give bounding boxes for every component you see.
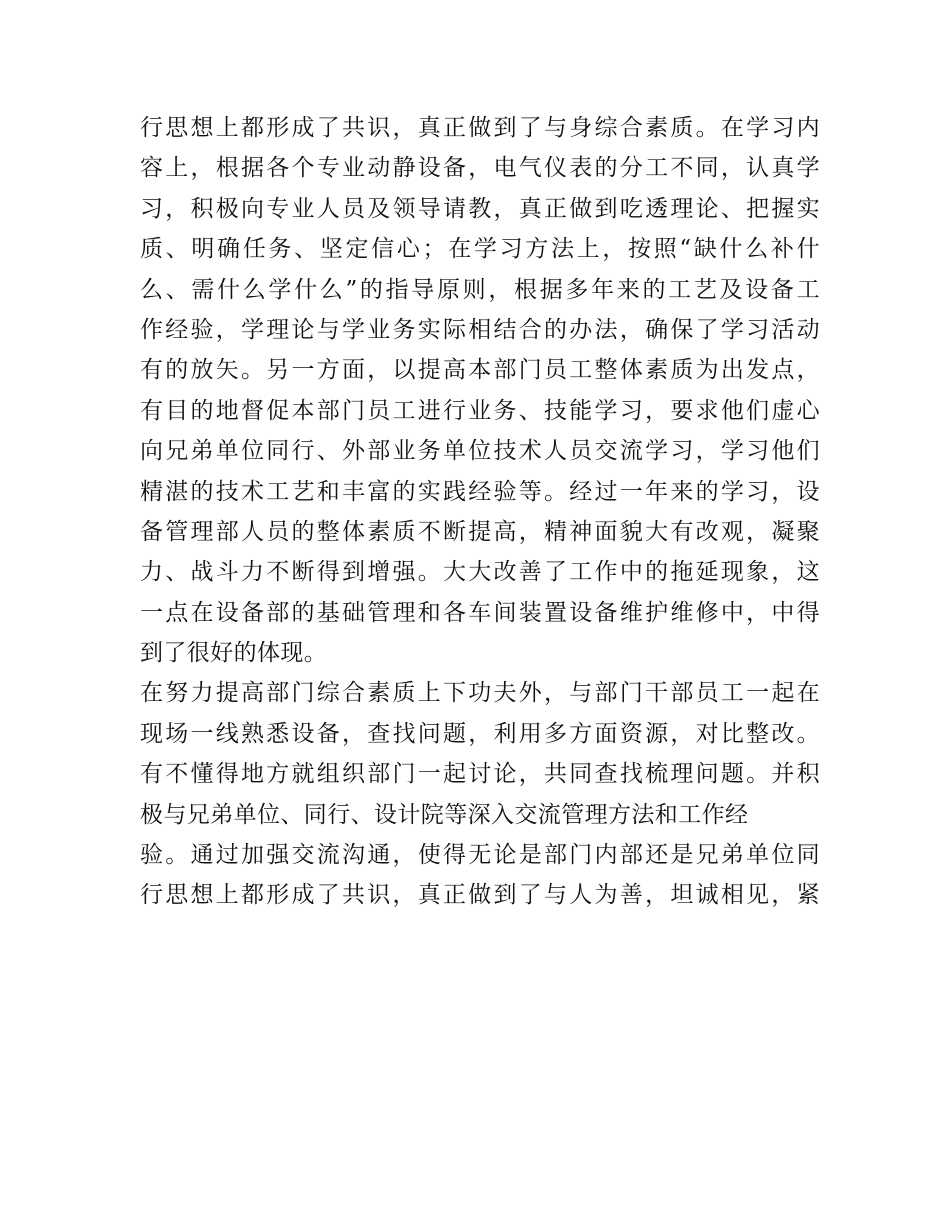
text-line: 有目的地督促本部门员工进行业务、技能学习，要求他们虚心: [140, 397, 820, 424]
text-line: 习，积极向专业人员及领导请教，真正做到吃透理论、把握实: [140, 195, 820, 222]
text-line: 向兄弟单位同行、外部业务单位技术人员交流学习，学习他们: [140, 438, 820, 465]
text-line: 容上，根据各个专业动静设备，电气仪表的分工不同，认真学: [140, 155, 820, 182]
body-text: [140, 108, 820, 916]
text-line: 一点在设备部的基础管理和各车间装置设备维护维修中，中得: [140, 599, 820, 626]
text-line: 验。通过加强交流沟通，使得无论是部门内部还是兄弟单位同: [140, 842, 820, 869]
text-line: 行思想上都形成了共识，真正做到了与身综合素质。在学习内: [140, 115, 820, 141]
text-line: 有的放矢。另一方面，以提高本部门员工整体素质为出发点，: [140, 357, 820, 384]
text-line: 现场一线熟悉设备，查找问题，利用多方面资源，对比整改。: [140, 720, 820, 747]
text-line: 力、战斗力不断得到增强。大大改善了工作中的拖延现象，这: [140, 559, 820, 586]
text-line: 行思想上都形成了共识，真正做到了与人为善，坦诚相见，紧: [140, 882, 820, 909]
text-line: 在努力提高部门综合素质上下功夫外，与部门干部员工一起在: [140, 680, 820, 707]
text-line: 有不懂得地方就组织部门一起讨论，共同查找梳理问题。并积: [140, 761, 820, 788]
text-line: 么、需什么学什么”的指导原则，根据多年来的工艺及设备工: [140, 276, 820, 303]
text-line: 质、明确任务、坚定信心；在学习方法上，按照“缺什么补什: [140, 236, 820, 263]
text-line: 备管理部人员的整体素质不断提高，精神面貌大有改观，凝聚: [140, 518, 820, 545]
text-line: 到了很好的体现。: [140, 640, 328, 667]
text-line: 极与兄弟单位、同行、设计院等深入交流管理方法和工作经: [140, 801, 749, 828]
text-line: 作经验，学理论与学业务实际相结合的办法，确保了学习活动: [140, 316, 820, 343]
text-line: 精湛的技术工艺和丰富的实践经验等。经过一年来的学习，设: [140, 478, 820, 505]
